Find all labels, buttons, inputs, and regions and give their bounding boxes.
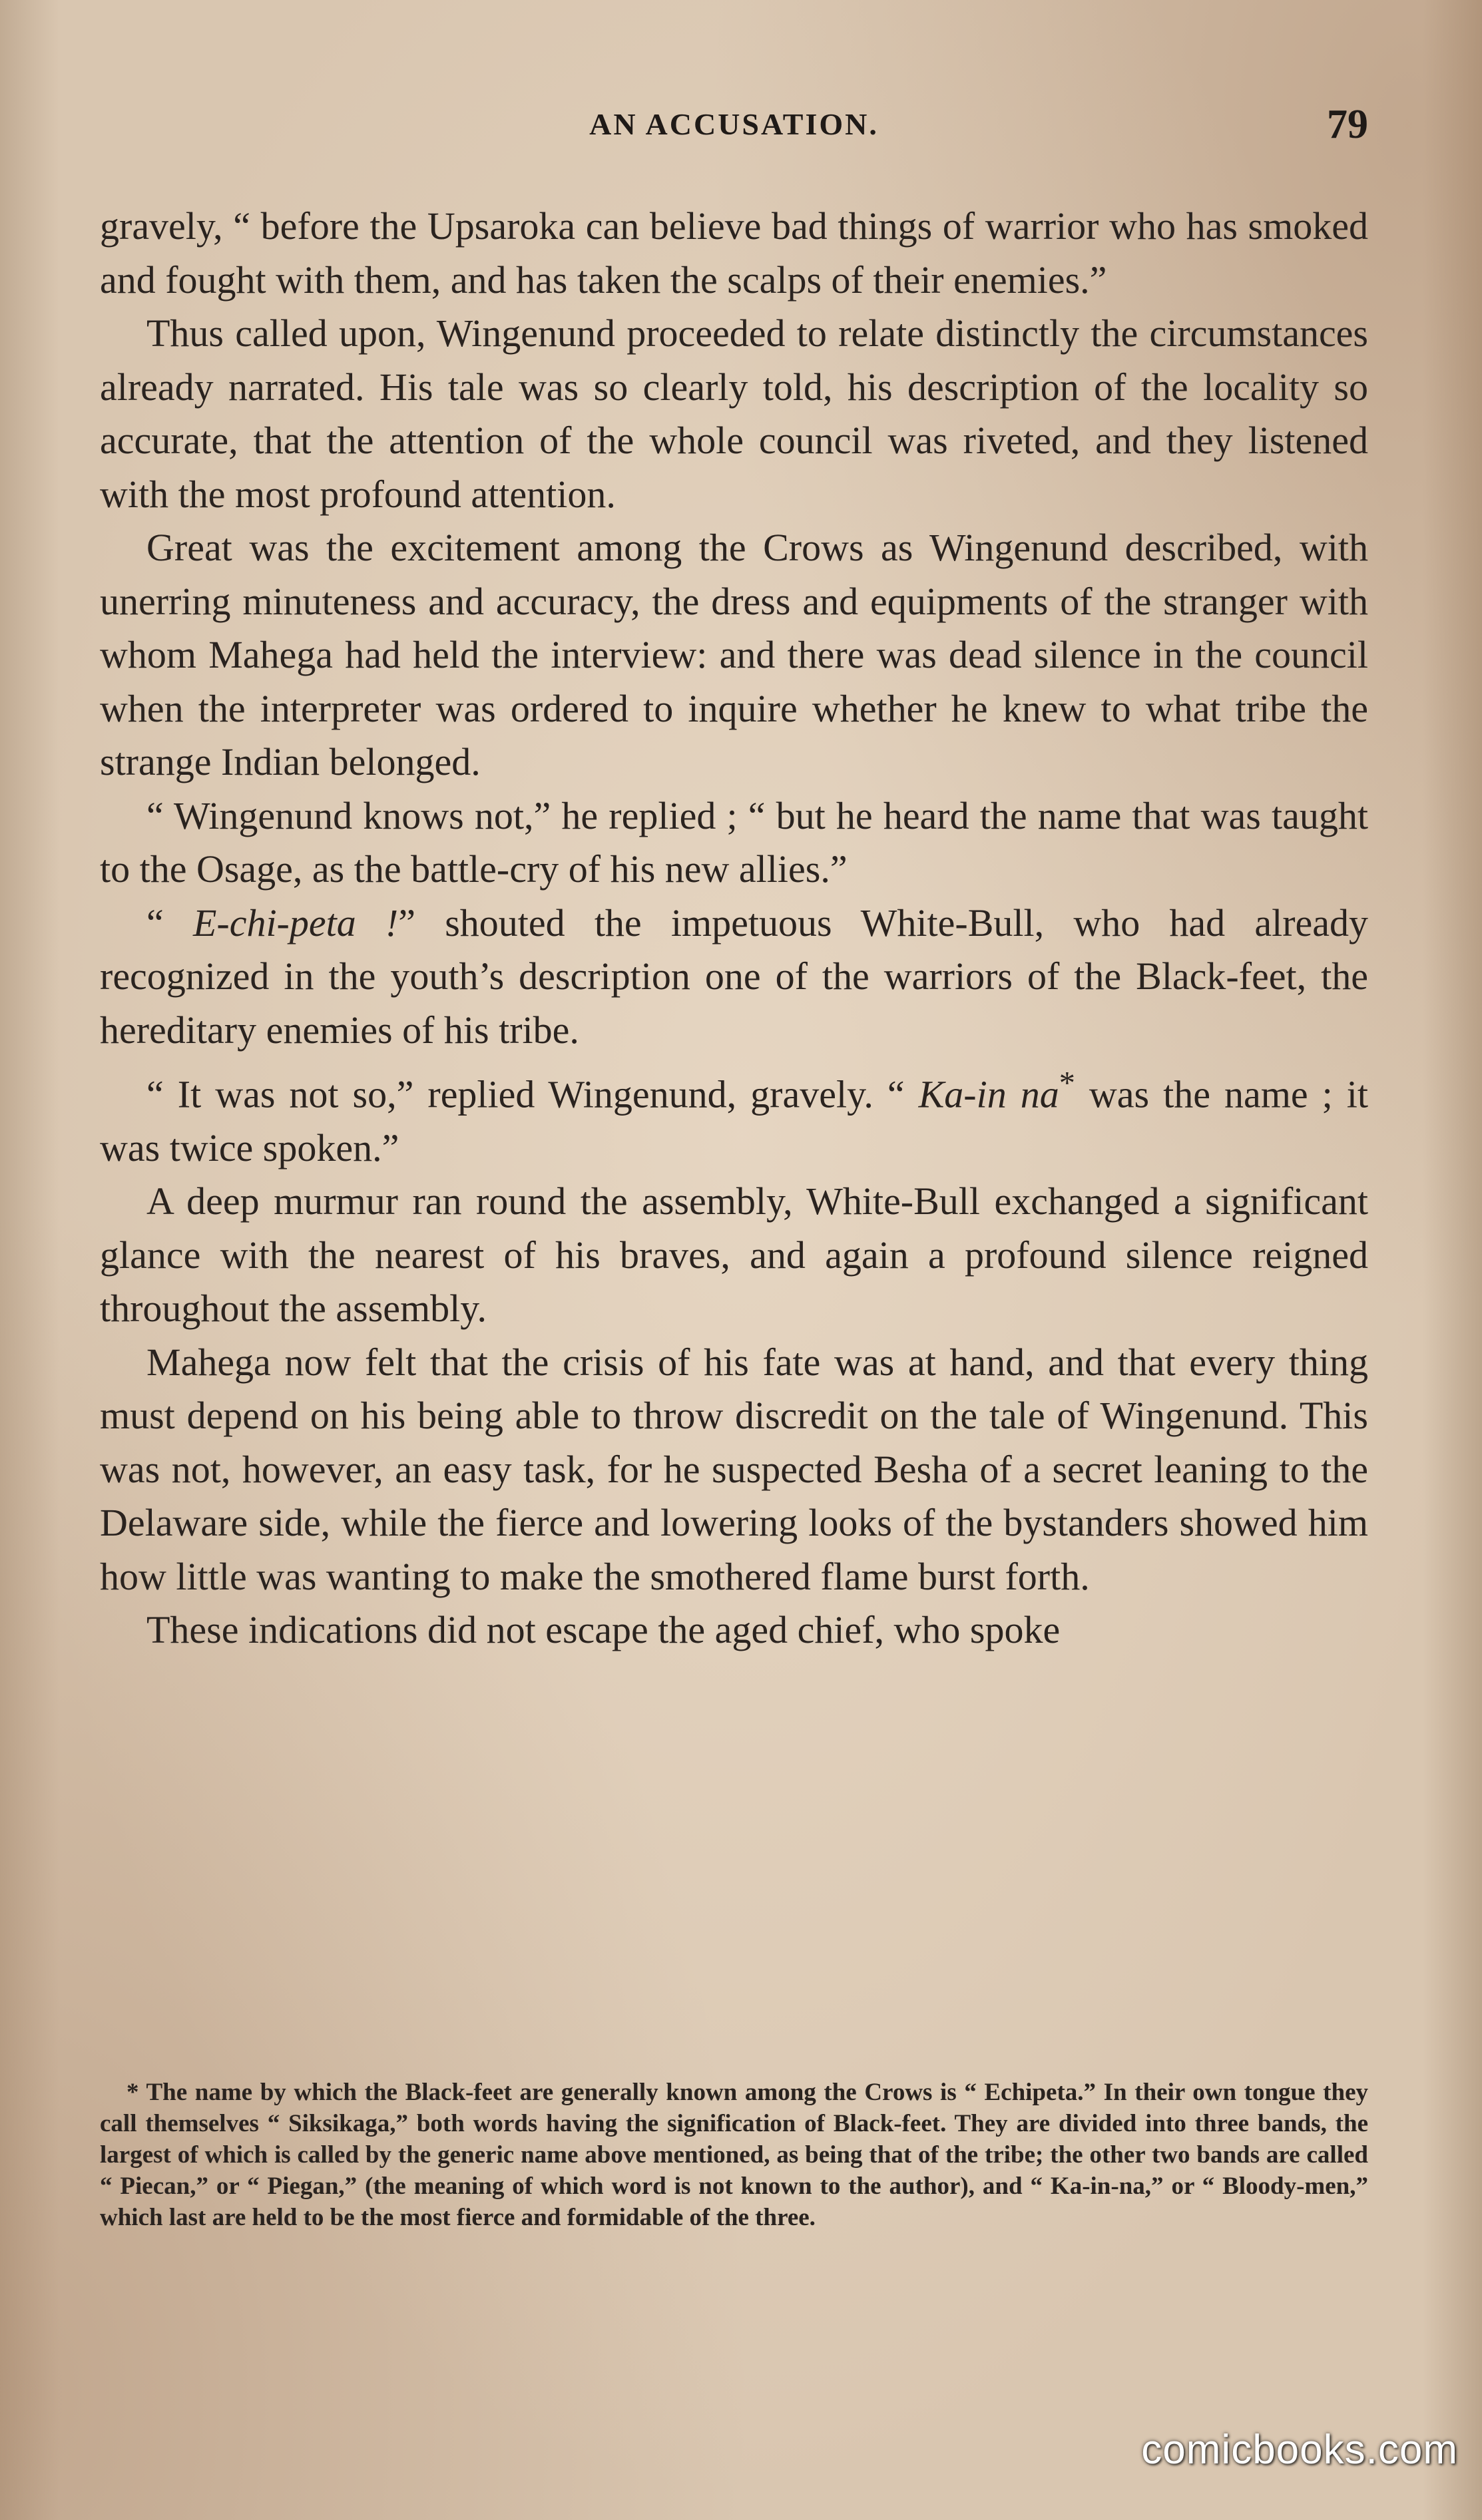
paragraph-4: “ Wingenund knows not,” he replied ; “ but he heard the name that was taught to the Osage, as the battle-cry of his new allies.” xyxy=(100,793,1368,891)
footnote xyxy=(100,2077,1368,2233)
paragraph-6 xyxy=(100,1057,1368,1175)
paragraph-5-rest: ” shouted the impetuous White-Bull, who had already recognized in the youth’s description one of the warriors of the Black-feet, the hereditary enemies of his tribe. xyxy=(100,901,1369,1052)
body-text xyxy=(100,200,1368,1657)
footnote-text: The name by which the Black-feet are generally known among the Crows is “ Echipeta.” In their own tongue they call themselves “ Siksikaga,” both words having the signification of Black-feet. They are divided into three bands, the largest of which is called by the generic name above mentioned, as being that of the tribe; the other two bands are called “ Piecan,” or “ Piegan,” (the meaning of which word is not known to the author), and “ Ka-in-na,” or “ Bloody-men,” which last are held to be the most fierce and formidable of the three. xyxy=(100,2079,1368,2231)
paragraph-6-start: “ It was not so,” replied Wingenund, gravely. “ xyxy=(146,1072,919,1116)
paragraph-7: A deep murmur ran round the assembly, White-Bull exchanged a significant glance with the nearest of his braves, and again a profound silence reigned throughout the assembly. xyxy=(100,1179,1368,1331)
paragraph-6-end: was the name ; it was twice spoken.” xyxy=(100,1072,1368,1169)
paragraph-2: Thus called upon, Wingenund proceeded to relate distinctly the circumstances already narrated. His tale was so clearly told, his description of the locality so accurate, that the attention of the whole council was riveted, and they listened with the most profound attention. xyxy=(100,312,1368,516)
paragraph-8: Mahega now felt that the crisis of his fate was at hand, and that every thing must depend on his being able to throw discredit on the tale of Wingenund. This was not, however, an easy task, for he suspected Besha of a secret leaning to the Delaware side, while the fierce and lowering looks of the bystanders showed him how little was wanting to make the smothered flame burst forth. xyxy=(100,1340,1368,1598)
italic-name: Ka-in na xyxy=(918,1072,1059,1116)
paragraph-5 xyxy=(100,897,1368,1058)
watermark: comicbooks.com xyxy=(1141,2427,1458,2473)
paragraph-9: These indications did not escape the aged chief, who spoke xyxy=(146,1608,1061,1652)
paragraph-1: gravely, “ before the Upsaroka can believe bad things of warrior who has smoked and fought with them, and has taken the scalps of their enemies.” xyxy=(100,204,1368,302)
quote-open: “ xyxy=(146,901,193,945)
footnote-mark: * xyxy=(126,2079,139,2106)
paragraph-3: Great was the excitement among the Crows as Wingenund described, with unerring minuteness and accuracy, the dress and equipments of the stranger with whom Mahega had held the interview: and there was dead silence in the council when the interpreter was ordered to inquire whether he knew to what tribe the strange Indian belonged. xyxy=(100,526,1368,783)
footnote-marker: * xyxy=(1059,1066,1075,1101)
page-number: 79 xyxy=(1327,102,1368,147)
running-head xyxy=(100,102,1368,153)
chapter-title: AN ACCUSATION. xyxy=(589,107,879,141)
italic-exclamation: E-chi-peta ! xyxy=(192,901,399,945)
